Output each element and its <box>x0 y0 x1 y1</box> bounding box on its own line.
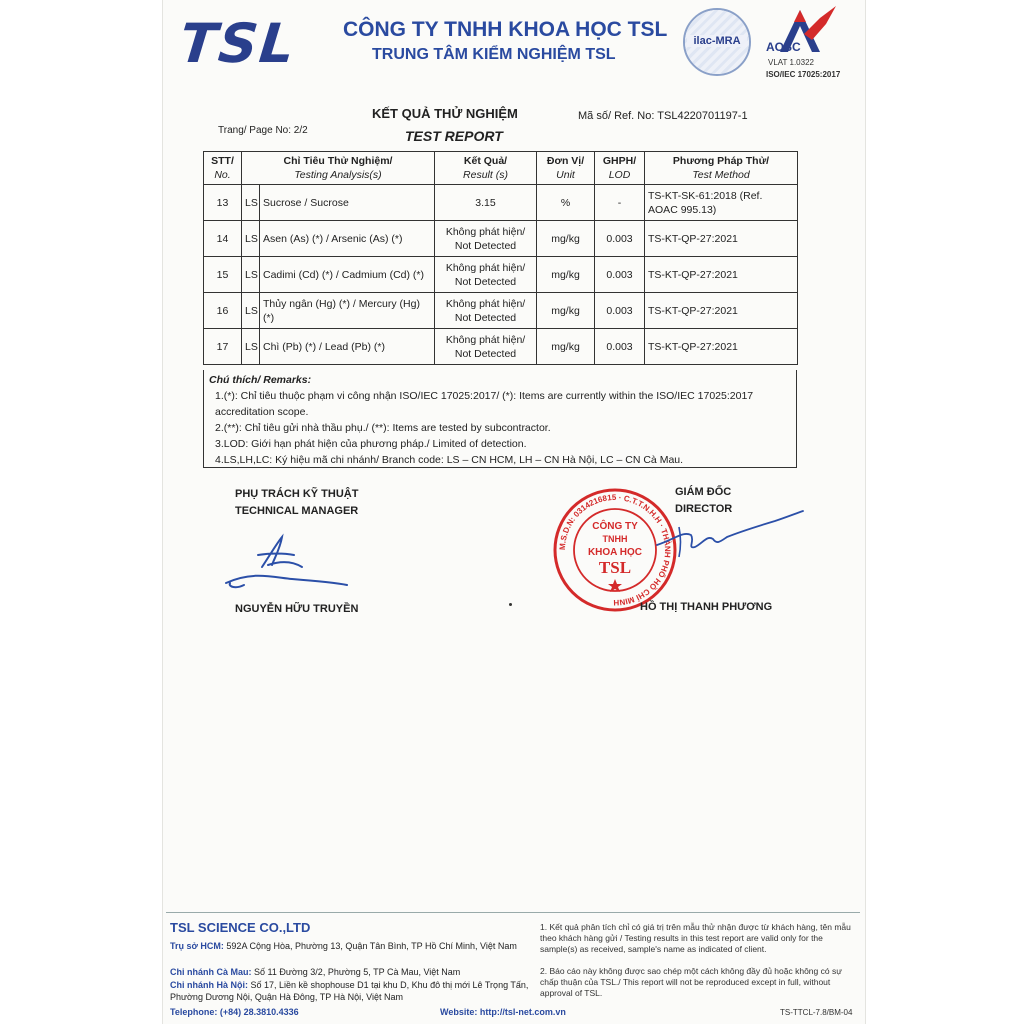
director-title-en: DIRECTOR <box>675 503 733 515</box>
center-name: TRUNG TÂM KIỂM NGHIỆM TSL <box>372 46 616 63</box>
aosc-name: AOSC <box>766 40 801 54</box>
page-number: Trang/ Page No: 2/2 <box>218 125 308 136</box>
footer-note-1: 1. Kết quả phân tích chỉ có giá trị trên mẫu thử nhận được từ khách hàng, tên mẫu theo khách hàng gửi / Testing results in this test report are valid only for the sample(s) as received, sample's name as indicated of client. <box>540 922 851 954</box>
remark-item: 2.(**): Chỉ tiêu gửi nhà thầu phụ./ (**): Items are tested by subcontractor. <box>215 422 551 434</box>
row-analysis: Thủy ngân (Hg) (*) / Mercury (Hg) (*) <box>260 293 435 329</box>
row-method: TS-KT-QP-27:2021 <box>645 329 798 365</box>
results-table <box>203 151 798 365</box>
report-title-en: TEST REPORT <box>405 128 503 144</box>
remarks-title: Chú thích/ Remarks: <box>209 374 312 386</box>
row-analysis: Asen (As) (*) / Arsenic (As) (*) <box>260 221 435 257</box>
header-cell-unit: Đơn Vị/ Unit <box>537 152 595 185</box>
row-method: TS-KT-SK-61:2018 (Ref. AOAC 995.13) <box>645 185 798 221</box>
footer-website: Website: http://tsl-net.com.vn <box>440 1007 566 1017</box>
row-method: TS-KT-QP-27:2021 <box>645 221 798 257</box>
table-row <box>204 257 798 293</box>
footer-company: TSL SCIENCE CO.,LTD <box>170 920 311 935</box>
technical-manager-name: NGUYỄN HỮU TRUYỀN <box>235 603 359 615</box>
row-lod: 0.003 <box>595 221 645 257</box>
row-result: Không phát hiện/ Not Detected <box>435 257 537 293</box>
row-lod: 0.003 <box>595 293 645 329</box>
remarks-box <box>203 370 797 468</box>
technical-manager-title-en: TECHNICAL MANAGER <box>235 505 359 517</box>
header-cell-no: STT/ No. <box>204 152 242 185</box>
row-lod: - <box>595 185 645 221</box>
stamp-text-3: KHOA HỌC <box>587 547 643 558</box>
row-result: Không phát hiện/ Not Detected <box>435 293 537 329</box>
remark-item: 1.(*): Chỉ tiêu thuộc phạm vi công nhận ISO/IEC 17025:2017/ (*): Items are currently within the ISO/IEC 17025:2017 accreditation scope. <box>215 390 754 418</box>
row-branch: LS <box>242 329 260 365</box>
row-lod: 0.003 <box>595 329 645 365</box>
row-branch: LS <box>242 257 260 293</box>
row-branch: LS <box>242 185 260 221</box>
row-result: Không phát hiện/ Not Detected <box>435 221 537 257</box>
ink-dot <box>509 603 512 606</box>
table-row <box>204 329 798 365</box>
director-name: HỒ THỊ THANH PHƯƠNG <box>640 601 773 613</box>
row-no: 13 <box>204 185 242 221</box>
technical-manager-title-vn: PHỤ TRÁCH KỸ THUẬT <box>235 488 359 500</box>
footer-camau-branch: Chi nhánh Cà Mau: Số 11 Đường 3/2, Phường 5, TP Cà Mau, Việt Nam <box>170 967 461 977</box>
header-cell-analysis: Chỉ Tiêu Thử Nghiệm/ Testing Analysis(s) <box>242 152 435 185</box>
table-row <box>204 221 798 257</box>
report-ref-no: Mã số/ Ref. No: TSL4220701197-1 <box>578 110 748 122</box>
report-title-vn: KẾT QUẢ THỬ NGHIỆM <box>372 106 518 121</box>
row-method: TS-KT-QP-27:2021 <box>645 257 798 293</box>
row-analysis: Cadimi (Cd) (*) / Cadmium (Cd) (*) <box>260 257 435 293</box>
director-title-vn: GIÁM ĐỐC <box>675 486 732 498</box>
row-result: Không phát hiện/ Not Detected <box>435 329 537 365</box>
header-cell-result: Kết Quả/ Result (s) <box>435 152 537 185</box>
row-no: 16 <box>204 293 242 329</box>
row-unit: mg/kg <box>537 329 595 365</box>
table-header-row <box>204 152 798 185</box>
row-unit: mg/kg <box>537 293 595 329</box>
table-row <box>204 185 798 221</box>
table-row <box>204 293 798 329</box>
remark-item: 4.LS,LH,LC: Ký hiệu mã chi nhánh/ Branch code: LS – CN HCM, LH – CN Hà Nội, LC – CN Cà Mau. <box>215 454 684 466</box>
row-branch: LS <box>242 293 260 329</box>
row-analysis: Chì (Pb) (*) / Lead (Pb) (*) <box>260 329 435 365</box>
aosc-vlat: VLAT 1.0322 <box>768 58 814 67</box>
row-result: 3.15 <box>435 185 537 221</box>
row-no: 15 <box>204 257 242 293</box>
row-method: TS-KT-QP-27:2021 <box>645 293 798 329</box>
ilac-mra-logo <box>683 8 751 76</box>
row-unit: mg/kg <box>537 257 595 293</box>
row-unit: mg/kg <box>537 221 595 257</box>
stamp-text-2: TNHH <box>602 534 628 544</box>
stamp-text-4: TSL <box>598 558 632 577</box>
footer-hanoi-branch: Chi nhánh Hà Nội: Số 17, Liền kề shophouse D1 tại khu D, Khu đô thị mới Lê Trọng Tấn, Phường Dương Nội, Quận Hà Đông, TP Hà Nội, Việt Nam <box>170 980 529 1002</box>
director-signature <box>655 505 805 565</box>
footer-hq: Trụ sở HCM: 592A Cộng Hòa, Phường 13, Quận Tân Bình, TP Hồ Chí Minh, Việt Nam <box>170 941 517 951</box>
row-branch: LS <box>242 221 260 257</box>
technical-manager-signature <box>222 525 352 595</box>
aosc-iso: ISO/IEC 17025:2017 <box>766 70 841 79</box>
footer-divider <box>166 912 860 913</box>
tsl-logo: TSL <box>176 12 300 75</box>
header-cell-method: Phương Pháp Thử/ Test Method <box>645 152 798 185</box>
ilac-mra-label: ilac-MRA <box>687 35 747 47</box>
footer-form-code: TS-TTCL-7.8/BM-04 <box>780 1008 853 1017</box>
stamp-text-1: CÔNG TY <box>592 521 638 532</box>
row-lod: 0.003 <box>595 257 645 293</box>
company-name: CÔNG TY TNHH KHOA HỌC TSL <box>343 18 668 41</box>
remark-item: 3.LOD: Giới hạn phát hiện của phương pháp./ Limited of detection. <box>215 438 527 450</box>
row-no: 17 <box>204 329 242 365</box>
stamp-ring-text: M.S.D.N: 0314216815 · C.T.T.N.H.H · THÀNH PHỐ HỒ CHÍ MINH <box>557 492 673 608</box>
footer-note-2: 2. Báo cáo này không được sao chép một cách không đầy đủ hoặc không có sự chấp thuận của TSL./ This report will not be reproduced except in full, without approval of TSL. <box>540 966 842 998</box>
row-unit: % <box>537 185 595 221</box>
row-analysis: Sucrose / Sucrose <box>260 185 435 221</box>
row-no: 14 <box>204 221 242 257</box>
header-cell-lod: GHPH/ LOD <box>595 152 645 185</box>
footer-telephone: Telephone: (+84) 28.3810.4336 <box>170 1007 299 1017</box>
